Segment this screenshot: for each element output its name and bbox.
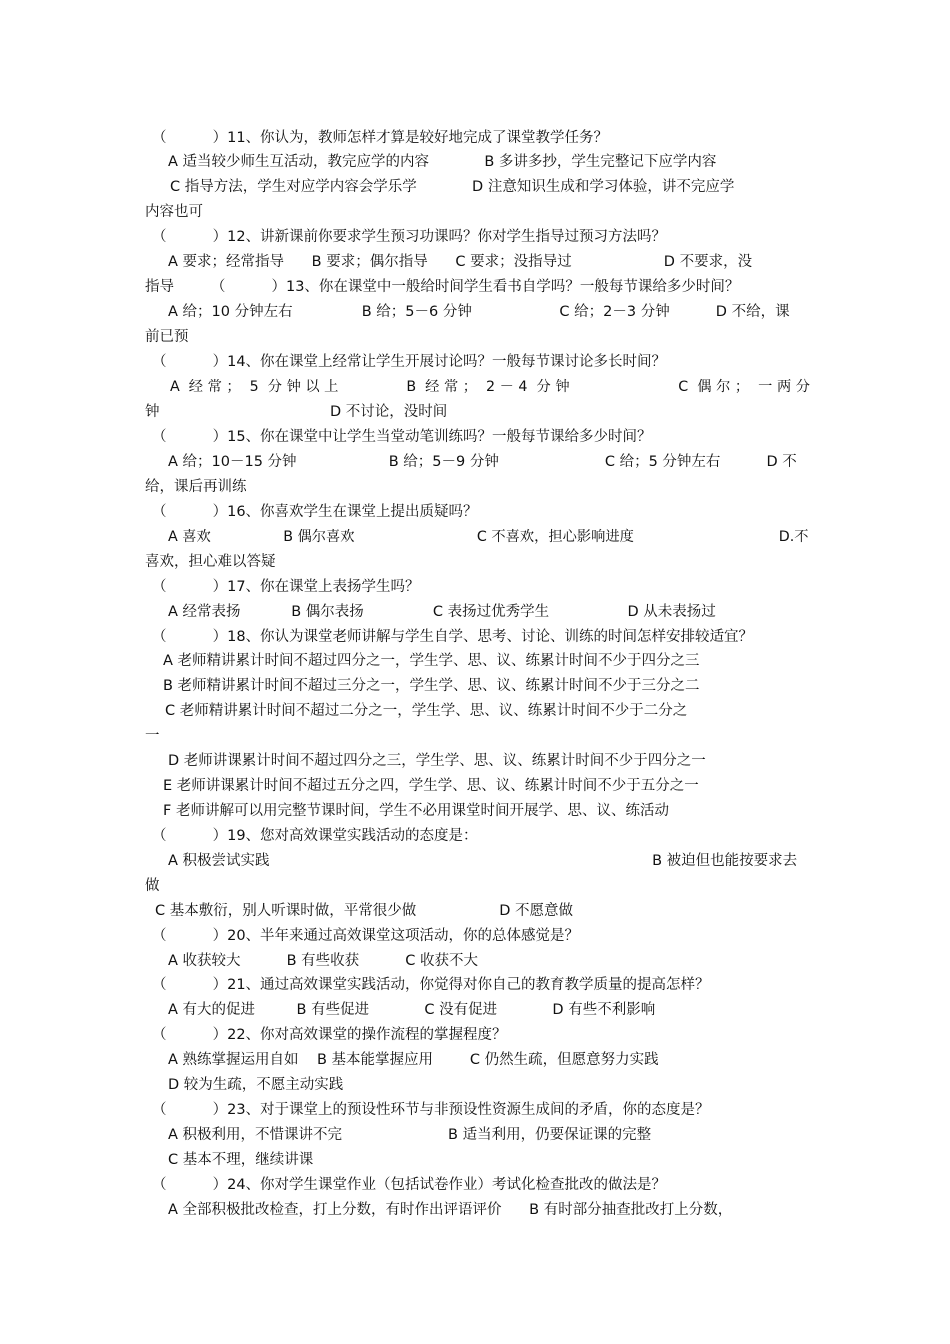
q18-option-b: B 老师精讲累计时间不超过三分之一，学生学、思、议、练累计时间不少于三分之二 (163, 678, 700, 694)
q13-options-cont: 前已预 (145, 329, 189, 345)
question-11: （ ）11、你认为，教师怎样才算是较好地完成了课堂教学任务？ (152, 130, 609, 146)
question-17: （ ）17、你在课堂上表扬学生吗？ (152, 579, 420, 595)
q15-options: A 给；10－15 分钟 B 给；5－9 分钟 C 给；5 分钟左右 D 不 (168, 454, 797, 470)
q18-option-c: C 老师精讲累计时间不超过二分之一，学生学、思、议、练累计时间不少于二分之 (165, 703, 688, 719)
question-13: 指导 （ ）13、你在课堂中一般给时间学生看书自学吗？一般每节课给多少时间？ (145, 279, 740, 295)
q18-option-e: E 老师讲课累计时间不超过五分之四，学生学、思、议、练累计时间不少于五分之一 (163, 778, 699, 794)
q22-options-abc: A 熟练掌握运用自如 B 基本能掌握应用 C 仍然生疏，但愿意努力实践 (168, 1052, 659, 1068)
q14-options-cont: 钟 D 不讨论，没时间 (145, 404, 448, 420)
q16-options-cont: 喜欢，担心难以答疑 (145, 554, 276, 570)
q19-options-ab-cont: 做 (145, 878, 160, 894)
question-20: （ ）20、半年来通过高效课堂这项活动，你的总体感觉是？ (152, 928, 580, 944)
q20-options: A 收获较大 B 有些收获 C 收获不大 (168, 953, 479, 969)
question-15: （ ）15、你在课堂中让学生当堂动笔训练吗？一般每节课给多少时间？ (152, 429, 652, 445)
q15-options-cont: 给，课后再训练 (145, 479, 247, 495)
q11-options-ab: A 适当较少师生互活动，教完应学的内容 B 多讲多抄，学生完整记下应学内容 (168, 154, 717, 170)
q18-option-f: F 老师讲解可以用完整节课时间，学生不必用课堂时间开展学、思、议、练活动 (163, 803, 669, 819)
question-14: （ ）14、你在课堂上经常让学生开展讨论吗？一般每节课讨论多长时间？ (152, 354, 667, 370)
question-22: （ ）22、你对高效课堂的操作流程的掌握程度？ (152, 1027, 507, 1043)
question-21: （ ）21、通过高效课堂实践活动，你觉得对你自己的教育教学质量的提高怎样？ (152, 977, 710, 993)
question-23: （ ）23、对于课堂上的预设性环节与非预设性资源生成间的矛盾，你的态度是？ (152, 1102, 710, 1118)
question-19: （ ）19、您对高效课堂实践活动的态度是： (152, 828, 478, 844)
q22-option-d: D 较为生疏，不愿主动实践 (168, 1077, 344, 1093)
q18-option-d: D 老师讲课累计时间不超过四分之三，学生学、思、议、练累计时间不少于四分之一 (168, 753, 706, 769)
q13-options: A 给；10 分钟左右 B 给；5－6 分钟 C 给；2－3 分钟 D 不给，课 (168, 304, 790, 320)
q14-options: A 经 常 ； 5 分 钟 以 上 B 经 常 ； 2 － 4 分 钟 C 偶 尔 ； 一 两 分 (170, 379, 810, 395)
question-24: （ ）24、你对学生课堂作业（包括试卷作业）考试化检查批改的做法是？ (152, 1177, 667, 1193)
q21-options: A 有大的促进 B 有些促进 C 没有促进 D 有些不利影响 (168, 1002, 656, 1018)
q23-option-c: C 基本不理，继续讲课 (168, 1152, 314, 1168)
q18-option-a: A 老师精讲累计时间不超过四分之一，学生学、思、议、练累计时间不少于四分之三 (163, 653, 700, 669)
q24-options-ab: A 全部积极批改检查，打上分数，有时作出评语评价 B 有时部分抽查批改打上分数， (168, 1202, 733, 1218)
question-18: （ ）18、你认为课堂老师讲解与学生自学、思考、讨论、训练的时间怎样安排较适宜？ (152, 629, 754, 645)
question-16: （ ）16、你喜欢学生在课堂上提出质疑吗？ (152, 504, 478, 520)
q11-options-cont: 内容也可 (145, 204, 203, 220)
question-12: （ ）12、讲新课前你要求学生预习功课吗？你对学生指导过预习方法吗？ (152, 229, 667, 245)
q19-options-ab: A 积极尝试实践 B 被迫但也能按要求去 (168, 853, 798, 869)
q16-options: A 喜欢 B 偶尔喜欢 C 不喜欢，担心影响进度 D.不 (168, 529, 809, 545)
q11-options-cd: C 指导方法，学生对应学内容会学乐学 D 注意知识生成和学习体验，讲不完应学 (170, 179, 735, 195)
q23-options-ab: A 积极利用，不惜课讲不完 B 适当利用，仍要保证课的完整 (168, 1127, 652, 1143)
q17-options: A 经常表扬 B 偶尔表扬 C 表扬过优秀学生 D 从未表扬过 (168, 604, 716, 620)
q12-options: A 要求；经常指导 B 要求；偶尔指导 C 要求；没指导过 D 不要求，没 (168, 254, 753, 270)
q18-option-c-cont: 一 (145, 728, 160, 744)
q19-options-cd: C 基本敷衍，别人听课时做，平常很少做 D 不愿意做 (155, 903, 573, 919)
